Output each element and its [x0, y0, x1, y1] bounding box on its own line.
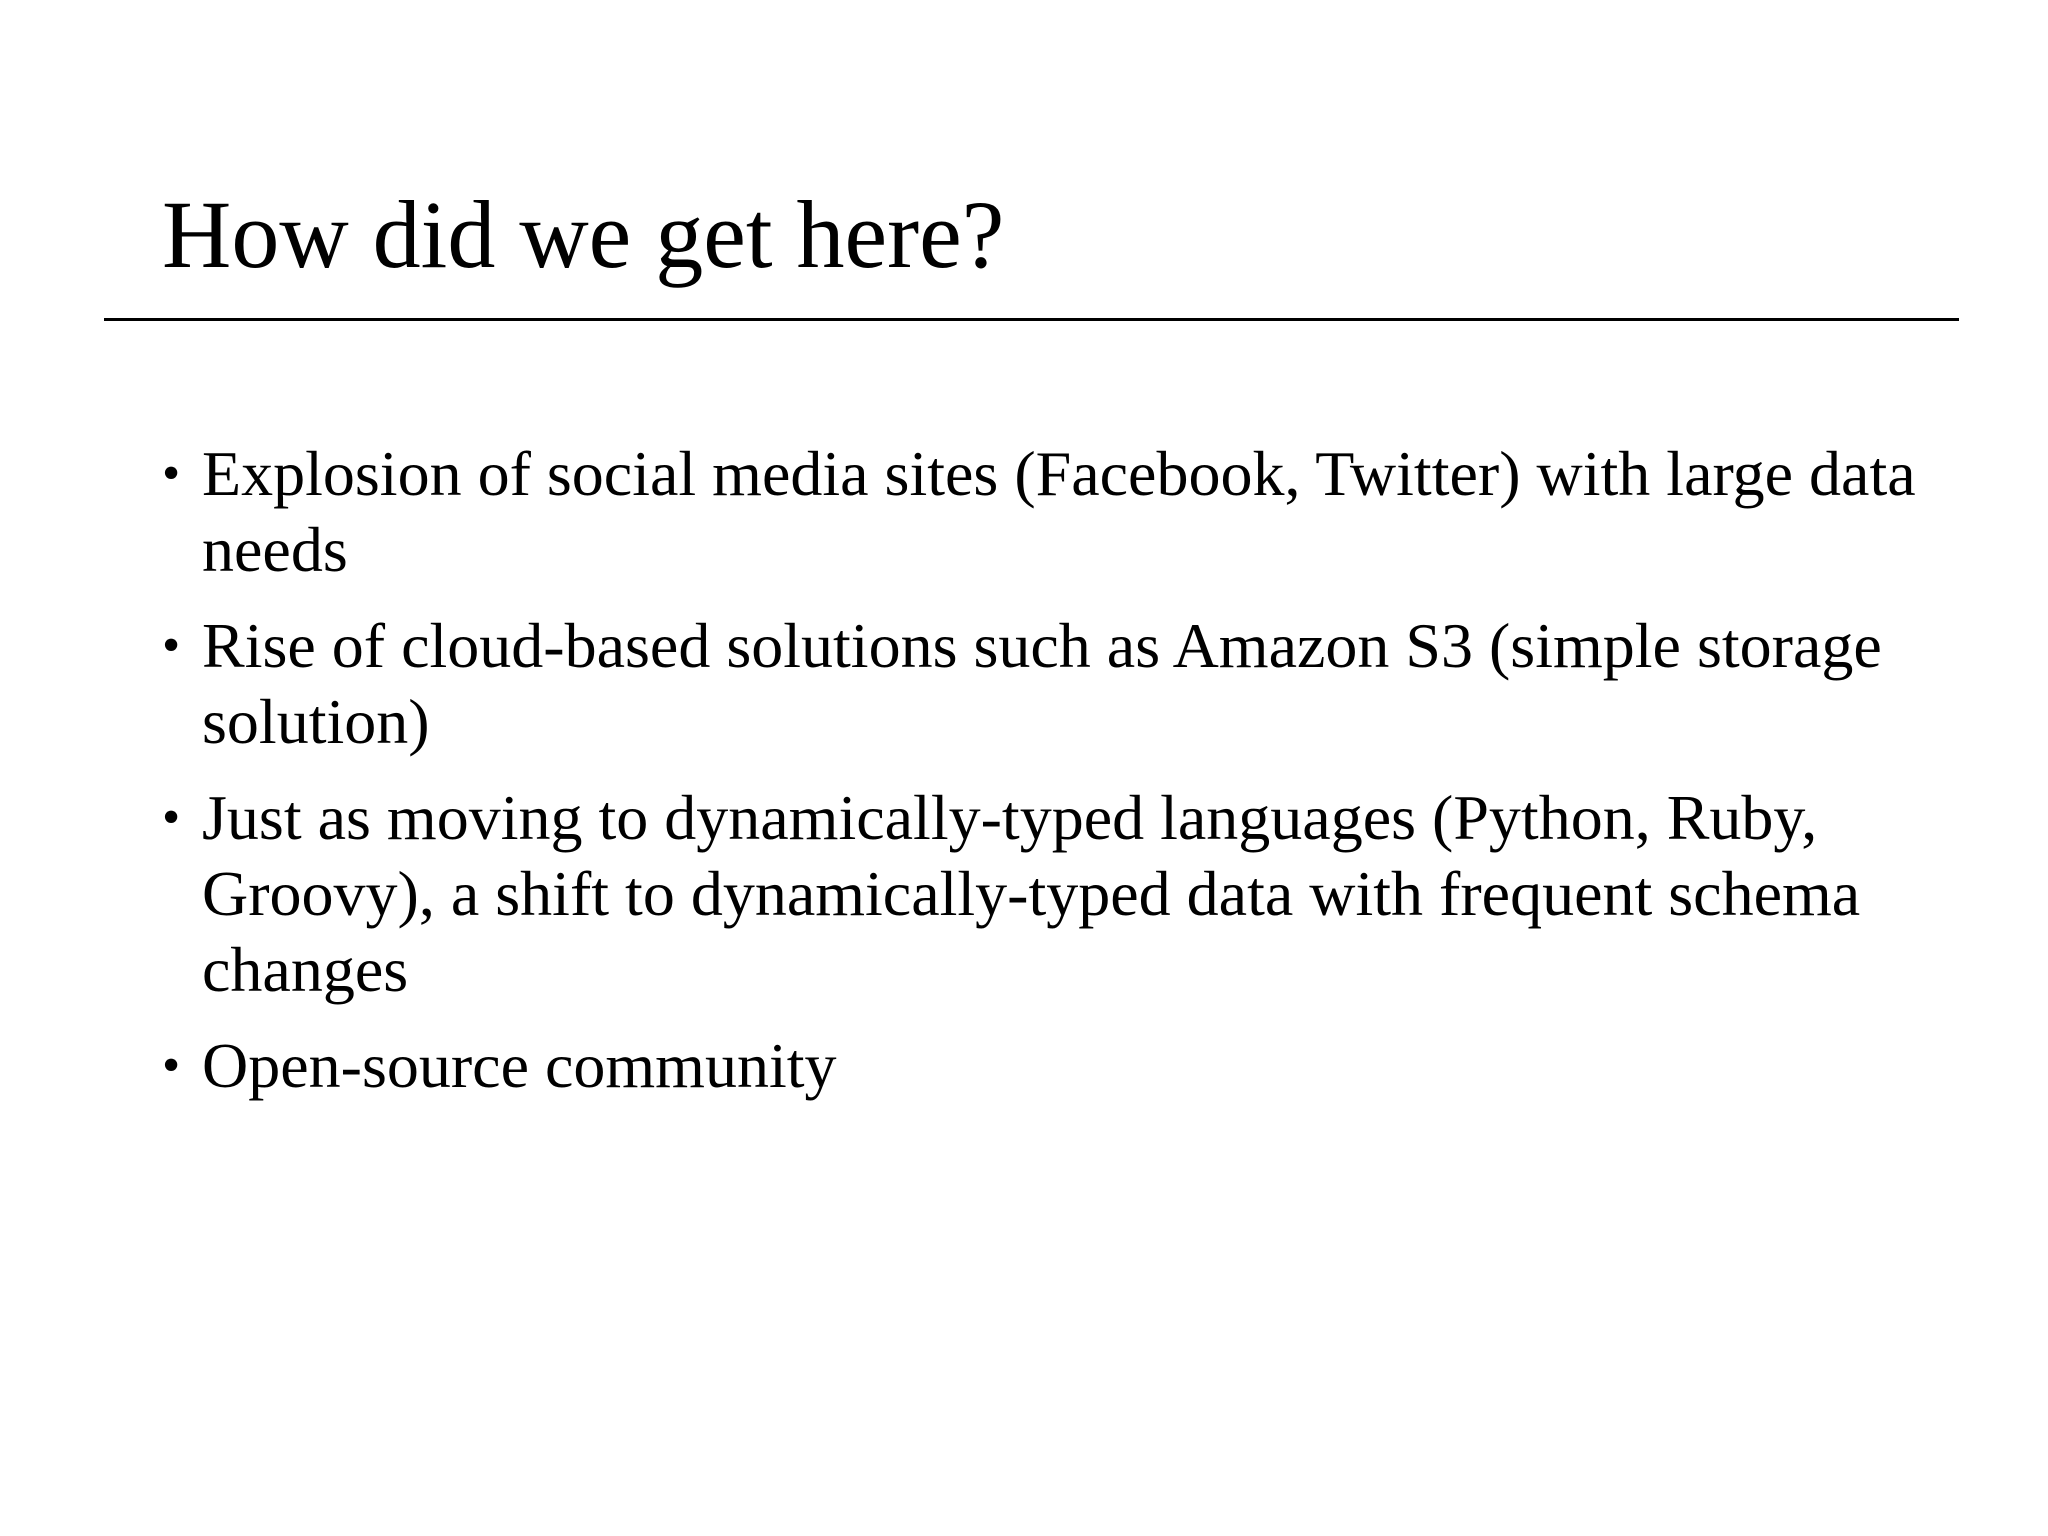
slide-title: How did we get here? — [162, 181, 1005, 288]
bullet-item — [162, 436, 1962, 588]
bullet-icon: • — [162, 1037, 181, 1094]
bullet-text: Open-source community — [202, 1030, 837, 1101]
bullet-text: Just as moving to dynamically-typed languages (Python, Ruby, Groovy), a shift to dynamically-typed data with frequent schema changes — [202, 782, 1861, 1005]
bullet-icon: • — [162, 617, 181, 674]
bullet-item — [162, 780, 1962, 1008]
bullet-text: Explosion of social media sites (Facebook, Twitter) with large data needs — [202, 438, 1916, 585]
bullet-text: Rise of cloud-based solutions such as Amazon S3 (simple storage solution) — [202, 610, 1882, 757]
bullet-icon: • — [162, 789, 181, 846]
bullet-item — [162, 1028, 1962, 1104]
bullet-list — [162, 436, 1962, 1124]
title-divider — [104, 318, 1959, 321]
bullet-icon: • — [162, 445, 181, 502]
bullet-item — [162, 608, 1962, 760]
